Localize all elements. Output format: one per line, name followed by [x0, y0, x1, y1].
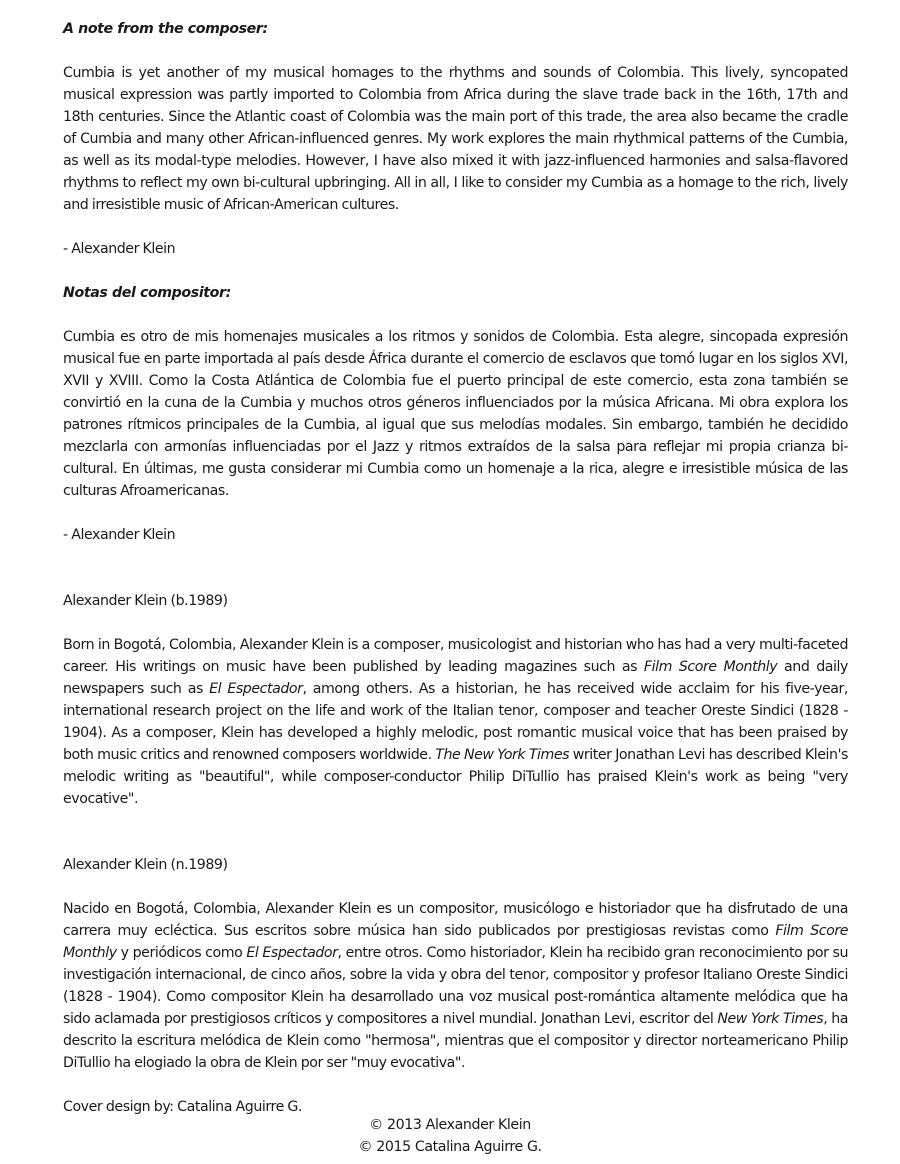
spanish-bio-title: Alexander Klein (n.1989)	[63, 857, 228, 873]
english-bio-title: Alexander Klein (b.1989)	[63, 593, 228, 609]
english-bio-text-2: and daily newspapers such as	[63, 659, 848, 697]
document-page	[63, 18, 848, 1118]
english-bio-magazine: Film Score Monthly	[643, 659, 778, 675]
english-note-paragraph: Cumbia is yet another of my musical homages to the rhythms and sounds of Colombia. This lively, syncopated musical expression was partly imported to Colombia from Africa during the slave trade back in the 16th, 17th and 18th centuries. Since the Atlantic coast of Colombia was the main port of this trade, the area also became the cradle of Cumbia and many other African-influenced genres. My work explores the main rhythmical patterns of the Cumbia, as well as its modal-type melodies. However, I have also mixed it with jazz-influenced harmonies and salsa-flavored rhythms to reflect my own bi-cultural upbringing. All in all, I like to consider my Cumbia as a homage to the rich, lively and irresistible music of African-American cultures.	[63, 65, 848, 213]
spanish-bio-paragraph	[63, 898, 848, 1074]
english-bio-text-4: writer Jonathan Levi has described Klein's melodic writing as "beautiful", while composer-conductor Philip DiTullio has praised Klein's work as being "very evocative".	[63, 747, 848, 807]
cover-design-credit: Cover design by: Catalina Aguirre G.	[63, 1099, 303, 1115]
english-note-heading: A note from the composer:	[63, 21, 268, 37]
english-bio-text-1: Born in Bogotá, Colombia, Alexander Klein is a composer, musicologist and historian who has had a very multi-faceted career. His writings on music have been published by leading magazines such as	[63, 637, 848, 675]
english-bio-nyt: The New York Times	[435, 747, 570, 763]
spanish-bio-newspaper: El Espectador	[246, 945, 338, 961]
spanish-bio-magazine: Film Score Monthly	[63, 923, 848, 961]
spanish-bio-nyt: New York Times	[717, 1011, 824, 1027]
spanish-note-signature: - Alexander Klein	[63, 527, 176, 543]
copyright-designer: © 2015 Catalina Aguirre G.	[358, 1139, 542, 1155]
copyright-footer	[0, 1114, 900, 1158]
copyright-composer: © 2013 Alexander Klein	[369, 1117, 531, 1133]
spanish-bio-text-4: , ha descrito la escritura melódica de Klein como "hermosa", mientras que el compositor y director norteamericano Philip DiTullio ha elogiado la obra de Klein por ser "muy evocativa".	[63, 1011, 849, 1071]
english-bio-paragraph	[63, 634, 848, 810]
spanish-note-paragraph: Cumbia es otro de mis homenajes musicales a los ritmos y sonidos de Colombia. Esta alegre, sincopada expresión musical fue en parte importada al país desde África durante el comercio de esclavos que tomó lugar en los siglos XVI, XVII y XVIII. Como la Costa Atlántica de Colombia fue el puerto principal de este comercio, esta zona también se convirtió en la cuna de la Cumbia y muchos otros géneros influenciados por la música Africana. Mi obra explora los patrones rítmicos principales de la Cumbia, al igual que sus melodías modales. Sin embargo, también he decidido mezclarla con armonías influenciadas por el Jazz y ritmos extraídos de la salsa para reflejar mi propia crianza bi-cultural. En últimas, me gusta considerar mi Cumbia como un homenaje a la rica, alegre e irresistible música de las culturas Afroamericanas.	[63, 329, 848, 499]
english-bio-text-3: , among others. As a historian, he has received wide acclaim for his five-year, international research project on the life and work of the Italian tenor, composer and teacher Oreste Sindici (1828 - 1904). As a composer, Klein has developed a highly melodic, post romantic musical voice that has been praised by both music critics and renowned composers worldwide.	[63, 681, 848, 763]
spanish-note-heading: Notas del compositor:	[63, 285, 231, 301]
english-bio-newspaper: El Espectador	[209, 681, 303, 697]
spanish-bio-text-2: y periódicos como	[116, 945, 247, 961]
english-note-signature: - Alexander Klein	[63, 241, 176, 257]
spanish-bio-text-1: Nacido en Bogotá, Colombia, Alexander Klein es un compositor, musicólogo e historiador que ha disfrutado de una carrera muy ecléctica. Sus escritos sobre música han sido publicados por prestigiosas revistas como	[63, 901, 848, 939]
spanish-bio-text-3: , entre otros. Como historiador, Klein ha recibido gran reconocimiento por su investigación internacional, de cinco años, sobre la vida y obra del tenor, compositor y profesor Italiano Oreste Sindici (1828 - 1904). Como compositor Klein ha desarrollado una voz musical post-romántica altamente melódica que ha sido aclamada por prestigiosos críticos y compositores a nivel mundial. Jonathan Levi, escritor del	[63, 945, 848, 1027]
